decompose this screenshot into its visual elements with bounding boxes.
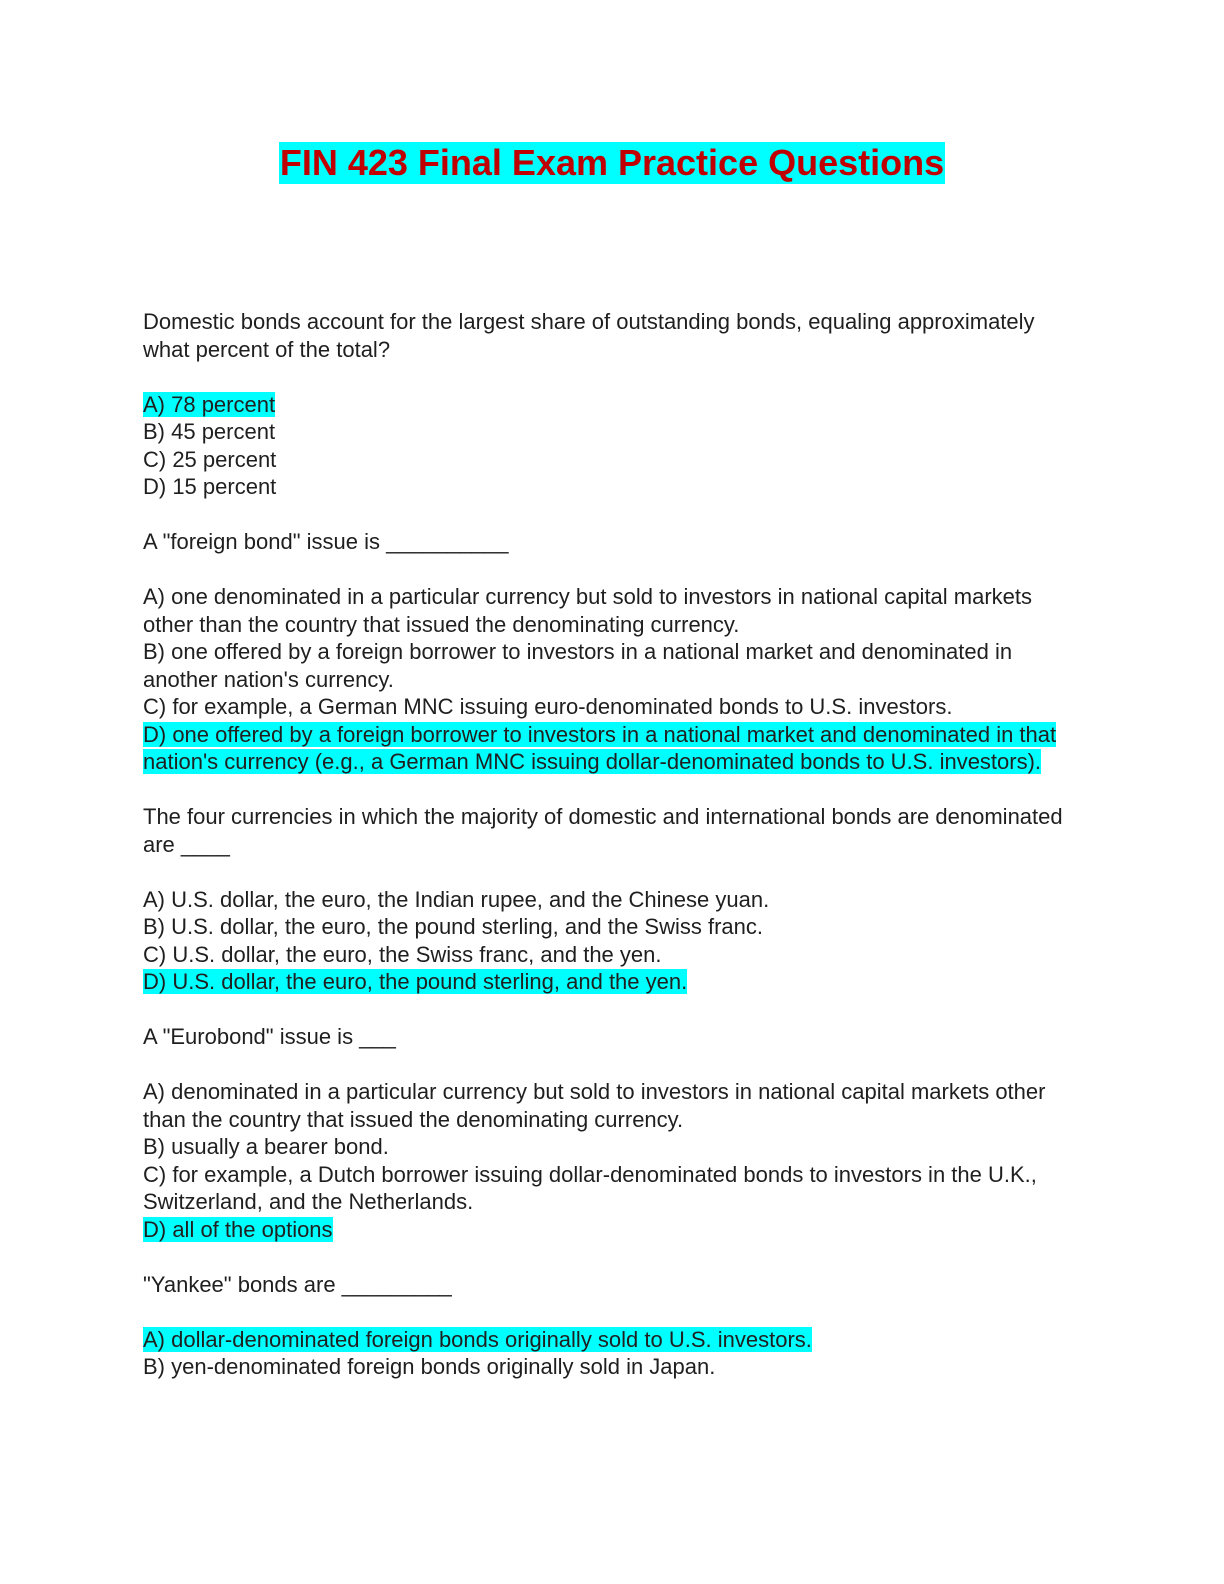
answer-option — [143, 721, 1073, 776]
answer-option-text: A) one denominated in a particular currency but sold to investors in national capital markets other than the country that issued the denominating currency. — [143, 584, 1033, 637]
answer-options — [143, 1078, 1073, 1243]
answer-option — [143, 886, 1073, 914]
answer-option-text: B) U.S. dollar, the euro, the pound sterling, and the Swiss franc. — [143, 914, 764, 939]
question-stem: "Yankee" bonds are _________ — [143, 1271, 452, 1297]
answer-option-text: D) 15 percent — [143, 474, 277, 499]
answer-option — [143, 583, 1073, 638]
highlighted-correct-answer: A) dollar-denominated foreign bonds originally sold to U.S. investors. — [143, 1326, 812, 1352]
answer-options — [143, 886, 1073, 996]
answer-option-text: A) denominated in a particular currency but sold to investors in national capital markets other than the country that issued the denominating currency. — [143, 1079, 1046, 1132]
answer-option — [143, 913, 1073, 941]
answer-option-text: B) one offered by a foreign borrower to investors in a national market and denominated in another nation's currency. — [143, 639, 1013, 692]
answer-option — [143, 1326, 1073, 1354]
answer-option — [143, 638, 1073, 693]
answer-option — [143, 941, 1073, 969]
answer-option-text: C) for example, a German MNC issuing euro-denominated bonds to U.S. investors. — [143, 694, 953, 719]
highlighted-correct-answer: A) 78 percent — [143, 391, 276, 417]
answer-option-text: C) U.S. dollar, the euro, the Swiss franc, and the yen. — [143, 941, 662, 967]
question-list — [143, 308, 1073, 1408]
question-block — [143, 803, 1073, 996]
answer-option — [143, 693, 1073, 721]
answer-option-text: B) 45 percent — [143, 419, 276, 444]
question-block — [143, 528, 1073, 776]
answer-options — [143, 391, 1073, 501]
highlighted-correct-answer: D) one offered by a foreign borrower to investors in a national market and denominated in that nation's currency (e.g., a German MNC issuing dollar-denominated bonds to U.S. investors). — [143, 721, 1057, 774]
answer-options — [143, 583, 1073, 776]
question-block — [143, 1023, 1073, 1243]
answer-option — [143, 473, 1073, 501]
page-title: FIN 423 Final Exam Practice Questions — [279, 142, 945, 183]
highlighted-correct-answer: D) U.S. dollar, the euro, the pound sterling, and the yen. — [143, 969, 688, 994]
answer-option-text: C) 25 percent — [143, 446, 277, 472]
answer-option — [143, 1133, 1073, 1161]
page-title-wrapper — [0, 142, 1224, 184]
answer-option — [143, 968, 1073, 996]
highlighted-correct-answer: D) all of the options — [143, 1216, 333, 1242]
question-stem: A "Eurobond" issue is ___ — [143, 1024, 396, 1049]
question-stem: The four currencies in which the majority of domestic and international bonds are denominated are ____ — [143, 804, 1063, 857]
answer-option-text: A) U.S. dollar, the euro, the Indian rupee, and the Chinese yuan. — [143, 886, 770, 912]
answer-options — [143, 1326, 1073, 1381]
answer-option — [143, 391, 1073, 419]
answer-option — [143, 418, 1073, 446]
question-block — [143, 308, 1073, 501]
answer-option — [143, 1216, 1073, 1244]
question-stem: A "foreign bond" issue is __________ — [143, 529, 509, 554]
question-stem: Domestic bonds account for the largest share of outstanding bonds, equaling approximately what percent of the total? — [143, 309, 1035, 362]
answer-option — [143, 1161, 1073, 1216]
answer-option-text: B) yen-denominated foreign bonds originally sold in Japan. — [143, 1354, 716, 1379]
answer-option — [143, 446, 1073, 474]
answer-option — [143, 1078, 1073, 1133]
answer-option — [143, 1353, 1073, 1381]
answer-option-text: C) for example, a Dutch borrower issuing dollar-denominated bonds to investors in the U.K., Switzerland, and the Netherlands. — [143, 1161, 1037, 1214]
answer-option-text: B) usually a bearer bond. — [143, 1134, 389, 1159]
question-block — [143, 1271, 1073, 1381]
